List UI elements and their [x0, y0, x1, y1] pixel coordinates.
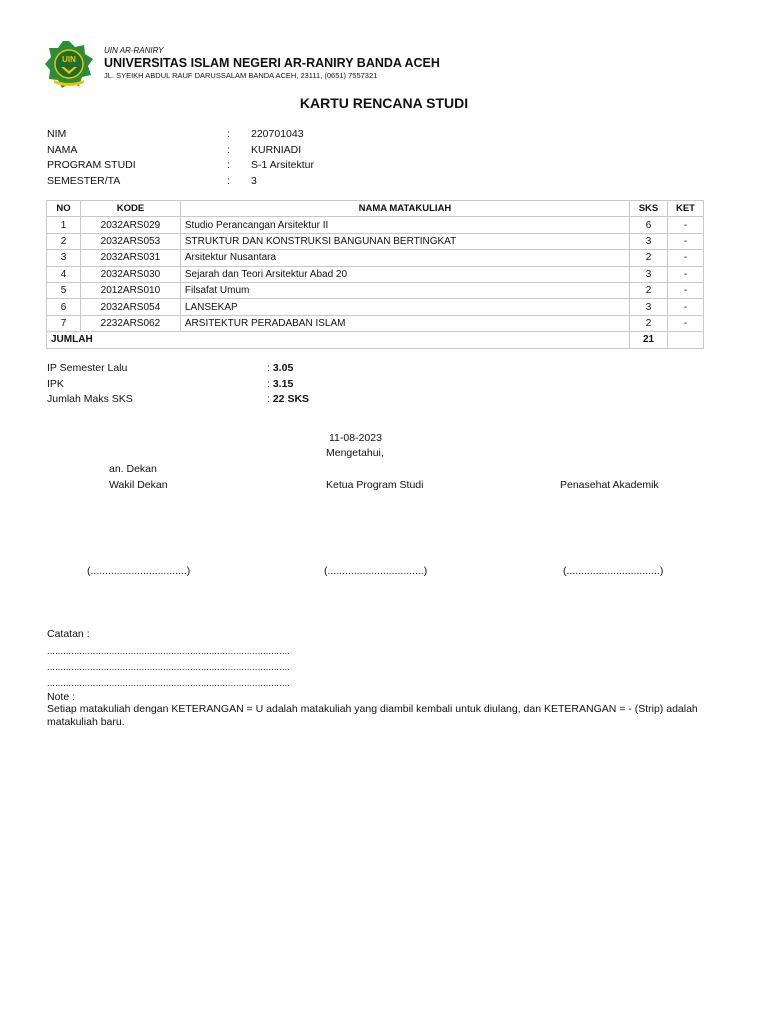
- table-row: [47, 315, 704, 331]
- info-row-nama: [47, 143, 447, 159]
- cell-nama: Studio Perancangan Arsitektur II: [180, 217, 629, 233]
- cell-sks: 2: [630, 250, 668, 266]
- signature-date: 11-08-2023: [329, 432, 382, 444]
- score-row-max-sks: [47, 392, 447, 408]
- acknowledged-label: Mengetahui,: [326, 447, 384, 459]
- cell-nama: ARSITEKTUR PERADABAN ISLAM: [180, 315, 629, 331]
- cell-nama: STRUKTUR DAN KONSTRUKSI BANGUNAN BERTINGKAT: [180, 233, 629, 249]
- score-row-ip: [47, 361, 447, 377]
- table-header-row: [47, 201, 704, 217]
- cell-kode: 2032ARS029: [80, 217, 180, 233]
- info-label: SEMESTER/TA: [47, 174, 121, 187]
- table-row: [47, 266, 704, 282]
- info-label: NIM: [47, 128, 67, 140]
- score-prefix: :: [267, 362, 273, 374]
- cell-no: 3: [47, 250, 81, 266]
- col-header-ket: KET: [667, 201, 703, 217]
- cell-no: 6: [47, 299, 81, 315]
- cell-ket: -: [667, 266, 703, 282]
- table-row: [47, 217, 704, 233]
- info-label: PROGRAM STUDI: [47, 159, 136, 171]
- cell-sks: 6: [630, 217, 668, 233]
- signature-blank-kaprodi: (.................................): [324, 565, 428, 577]
- info-colon: :: [227, 128, 230, 140]
- info-colon: :: [227, 174, 230, 187]
- cell-sks: 2: [630, 315, 668, 331]
- table-total-row: [47, 332, 704, 348]
- cell-kode: 2032ARS030: [80, 266, 180, 282]
- cell-kode: 2032ARS031: [80, 250, 180, 266]
- score-prefix: :: [267, 393, 273, 405]
- table-row: [47, 233, 704, 249]
- col-header-nama: NAMA MATAKULIAH: [180, 201, 629, 217]
- score-value: 22 SKS: [272, 393, 310, 405]
- info-colon: :: [227, 159, 230, 171]
- table-row: [47, 250, 704, 266]
- cell-kode: 2032ARS054: [80, 299, 180, 315]
- score-label: IPK: [47, 377, 64, 390]
- table-row: [47, 299, 704, 315]
- cell-kode: 2232ARS062: [80, 315, 180, 331]
- score-label: Jumlah Maks SKS: [47, 393, 133, 405]
- document-header: [44, 40, 724, 90]
- cell-ket: -: [667, 282, 703, 298]
- note-text: Setiap matakuliah dengan KETERANGAN = U adalah matakuliah yang diambil kembali untuk diulang, dan KETERANGAN = - (Strip) adalah matakuliah baru.: [47, 703, 698, 728]
- score-value: 3.05: [272, 362, 294, 374]
- total-ket: [667, 332, 703, 348]
- cell-ket: -: [667, 250, 703, 266]
- table-row: [47, 282, 704, 298]
- cell-ket: -: [667, 315, 703, 331]
- score-label: IP Semester Lalu: [47, 362, 128, 374]
- cell-kode: 2012ARS010: [80, 282, 180, 298]
- total-sks: 21: [630, 332, 668, 348]
- cell-nama: Sejarah dan Teori Arsitektur Abad 20: [180, 266, 629, 282]
- catatan-line: ..........................................................................................: [47, 678, 291, 688]
- cell-no: 4: [47, 266, 81, 282]
- ketua-prodi-label: Ketua Program Studi: [326, 479, 424, 491]
- cell-nama: LANSEKAP: [180, 299, 629, 315]
- info-value: KURNIADI: [251, 143, 302, 156]
- cell-sks: 2: [630, 282, 668, 298]
- score-summary: [47, 361, 447, 408]
- cell-ket: -: [667, 233, 703, 249]
- cell-nama: Filsafat Umum: [180, 282, 629, 298]
- score-row-ipk: [47, 377, 447, 393]
- cell-kode: 2032ARS053: [80, 233, 180, 249]
- col-header-no: NO: [47, 201, 81, 217]
- cell-nama: Arsitektur Nusantara: [180, 250, 629, 266]
- an-dekan-label: an. Dekan: [109, 463, 157, 475]
- cell-no: 2: [47, 233, 81, 249]
- signature-blank-penasehat: (................................): [563, 565, 664, 577]
- uin-logo-icon: [44, 40, 94, 90]
- catatan-label: Catatan :: [47, 628, 90, 640]
- course-table: [46, 200, 704, 349]
- cell-sks: 3: [630, 266, 668, 282]
- info-value: 3: [251, 174, 257, 187]
- info-row-semester: [47, 174, 447, 190]
- institution-name: UNIVERSITAS ISLAM NEGERI AR-RANIRY BANDA ACEH: [104, 56, 440, 70]
- info-value: 220701043: [251, 128, 304, 140]
- student-info: [47, 127, 447, 189]
- document-title: KARTU RENCANA STUDI: [299, 95, 469, 111]
- cell-no: 5: [47, 282, 81, 298]
- total-label: JUMLAH: [47, 332, 630, 348]
- info-value: S-1 Arsitektur: [251, 159, 315, 171]
- logo-text: UIN: [62, 55, 76, 64]
- col-header-sks: SKS: [630, 201, 668, 217]
- info-row-program-studi: [47, 158, 447, 174]
- cell-sks: 3: [630, 233, 668, 249]
- signature-blank-dekan: (.................................): [87, 565, 191, 577]
- cell-no: 7: [47, 315, 81, 331]
- score-value: 3.15: [272, 377, 294, 390]
- note-label: Note :: [47, 691, 76, 703]
- cell-ket: -: [667, 299, 703, 315]
- catatan-line: ..........................................................................................: [47, 662, 291, 672]
- institution-address: JL. SYEIKH ABDUL RAUF DARUSSALAM BANDA ACEH, 23111, (0651) 7557321: [104, 71, 378, 80]
- cell-ket: -: [667, 217, 703, 233]
- cell-sks: 3: [630, 299, 668, 315]
- info-row-nim: [47, 127, 447, 143]
- institution-short-name: UIN AR-RANIRY: [104, 46, 164, 55]
- wakil-dekan-label: Wakil Dekan: [109, 479, 168, 491]
- info-label: NAMA: [47, 143, 78, 156]
- score-prefix: :: [267, 377, 273, 390]
- col-header-kode: KODE: [80, 201, 180, 217]
- cell-no: 1: [47, 217, 81, 233]
- info-colon: :: [227, 143, 230, 156]
- catatan-line: ..........................................................................................: [47, 646, 291, 656]
- penasehat-label: Penasehat Akademik: [560, 479, 659, 491]
